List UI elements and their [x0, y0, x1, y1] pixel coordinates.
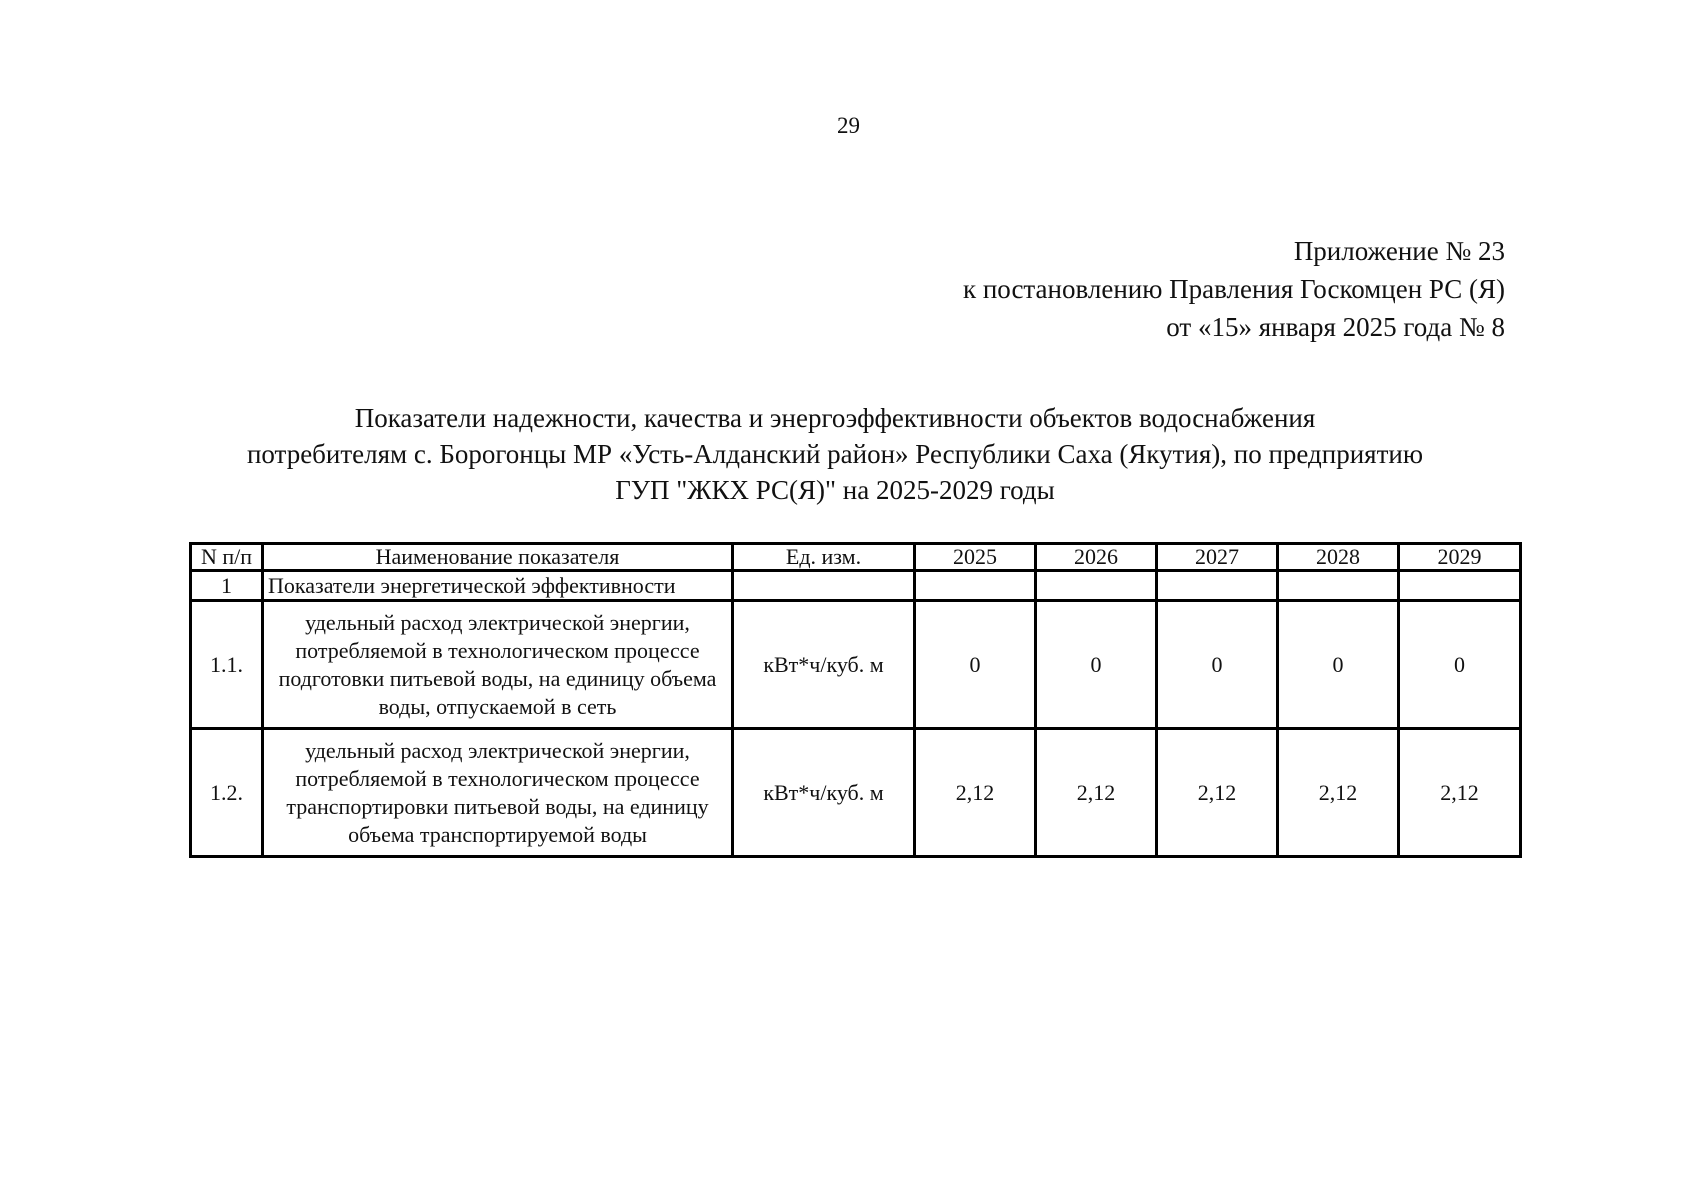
header-year-2026: 2026: [1036, 544, 1157, 571]
value-2027: 2,12: [1157, 729, 1278, 857]
empty-cell: [915, 571, 1036, 601]
appendix-line-1: Приложение № 23: [1293, 236, 1505, 266]
value-2028: 2,12: [1278, 729, 1399, 857]
title-line-2: потребителям с. Борогонцы МР «Усть-Алданский район» Республики Саха (Якутия), по предприятию: [246, 439, 1424, 469]
header-name: Наименование показателя: [263, 544, 733, 571]
empty-cell: [1157, 571, 1278, 601]
title-line-3: ГУП "ЖКХ РС(Я)" на 2025-2029 годы: [615, 475, 1055, 505]
value-2029: 0: [1399, 601, 1521, 729]
title-line-1: Показатели надежности, качества и энергоэффективности объектов водоснабжения: [354, 403, 1316, 433]
indicators-table: [189, 542, 1522, 858]
empty-cell: [733, 571, 915, 601]
header-year-2029: 2029: [1399, 544, 1521, 571]
appendix-header: [963, 232, 1505, 346]
table-row: [191, 601, 1521, 729]
value-2025: 2,12: [915, 729, 1036, 857]
header-year-2028: 2028: [1278, 544, 1399, 571]
row-num: 1.2.: [191, 729, 263, 857]
value-2028: 0: [1278, 601, 1399, 729]
empty-cell: [1399, 571, 1521, 601]
table-header-row: [191, 544, 1521, 571]
document-title: [200, 400, 1470, 508]
row-num: 1.1.: [191, 601, 263, 729]
value-2026: 2,12: [1036, 729, 1157, 857]
header-unit: Ед. изм.: [733, 544, 915, 571]
header-year-2027: 2027: [1157, 544, 1278, 571]
section-num: 1: [191, 571, 263, 601]
section-name: Показатели энергетической эффективности: [263, 571, 733, 601]
header-num: N п/п: [191, 544, 263, 571]
unit-cell: кВт*ч/куб. м: [733, 729, 915, 857]
indicator-name: удельный расход электрической энергии, потребляемой в технологическом процессе транспортировки питьевой воды, на единицу объема транспортируемой воды: [263, 729, 733, 857]
unit-cell: кВт*ч/куб. м: [733, 601, 915, 729]
appendix-line-2: к постановлению Правления Госкомцен РС (Я): [962, 274, 1505, 304]
indicator-name: удельный расход электрической энергии, потребляемой в технологическом процессе подготовки питьевой воды, на единицу объема воды, отпускаемой в сеть: [263, 601, 733, 729]
empty-cell: [1036, 571, 1157, 601]
header-year-2025: 2025: [915, 544, 1036, 571]
appendix-line-3: от «15» января 2025 года № 8: [1166, 312, 1505, 342]
value-2029: 2,12: [1399, 729, 1521, 857]
value-2027: 0: [1157, 601, 1278, 729]
section-row: [191, 571, 1521, 601]
table-row: [191, 729, 1521, 857]
value-2025: 0: [915, 601, 1036, 729]
value-2026: 0: [1036, 601, 1157, 729]
empty-cell: [1278, 571, 1399, 601]
page-number: 29: [837, 113, 860, 138]
